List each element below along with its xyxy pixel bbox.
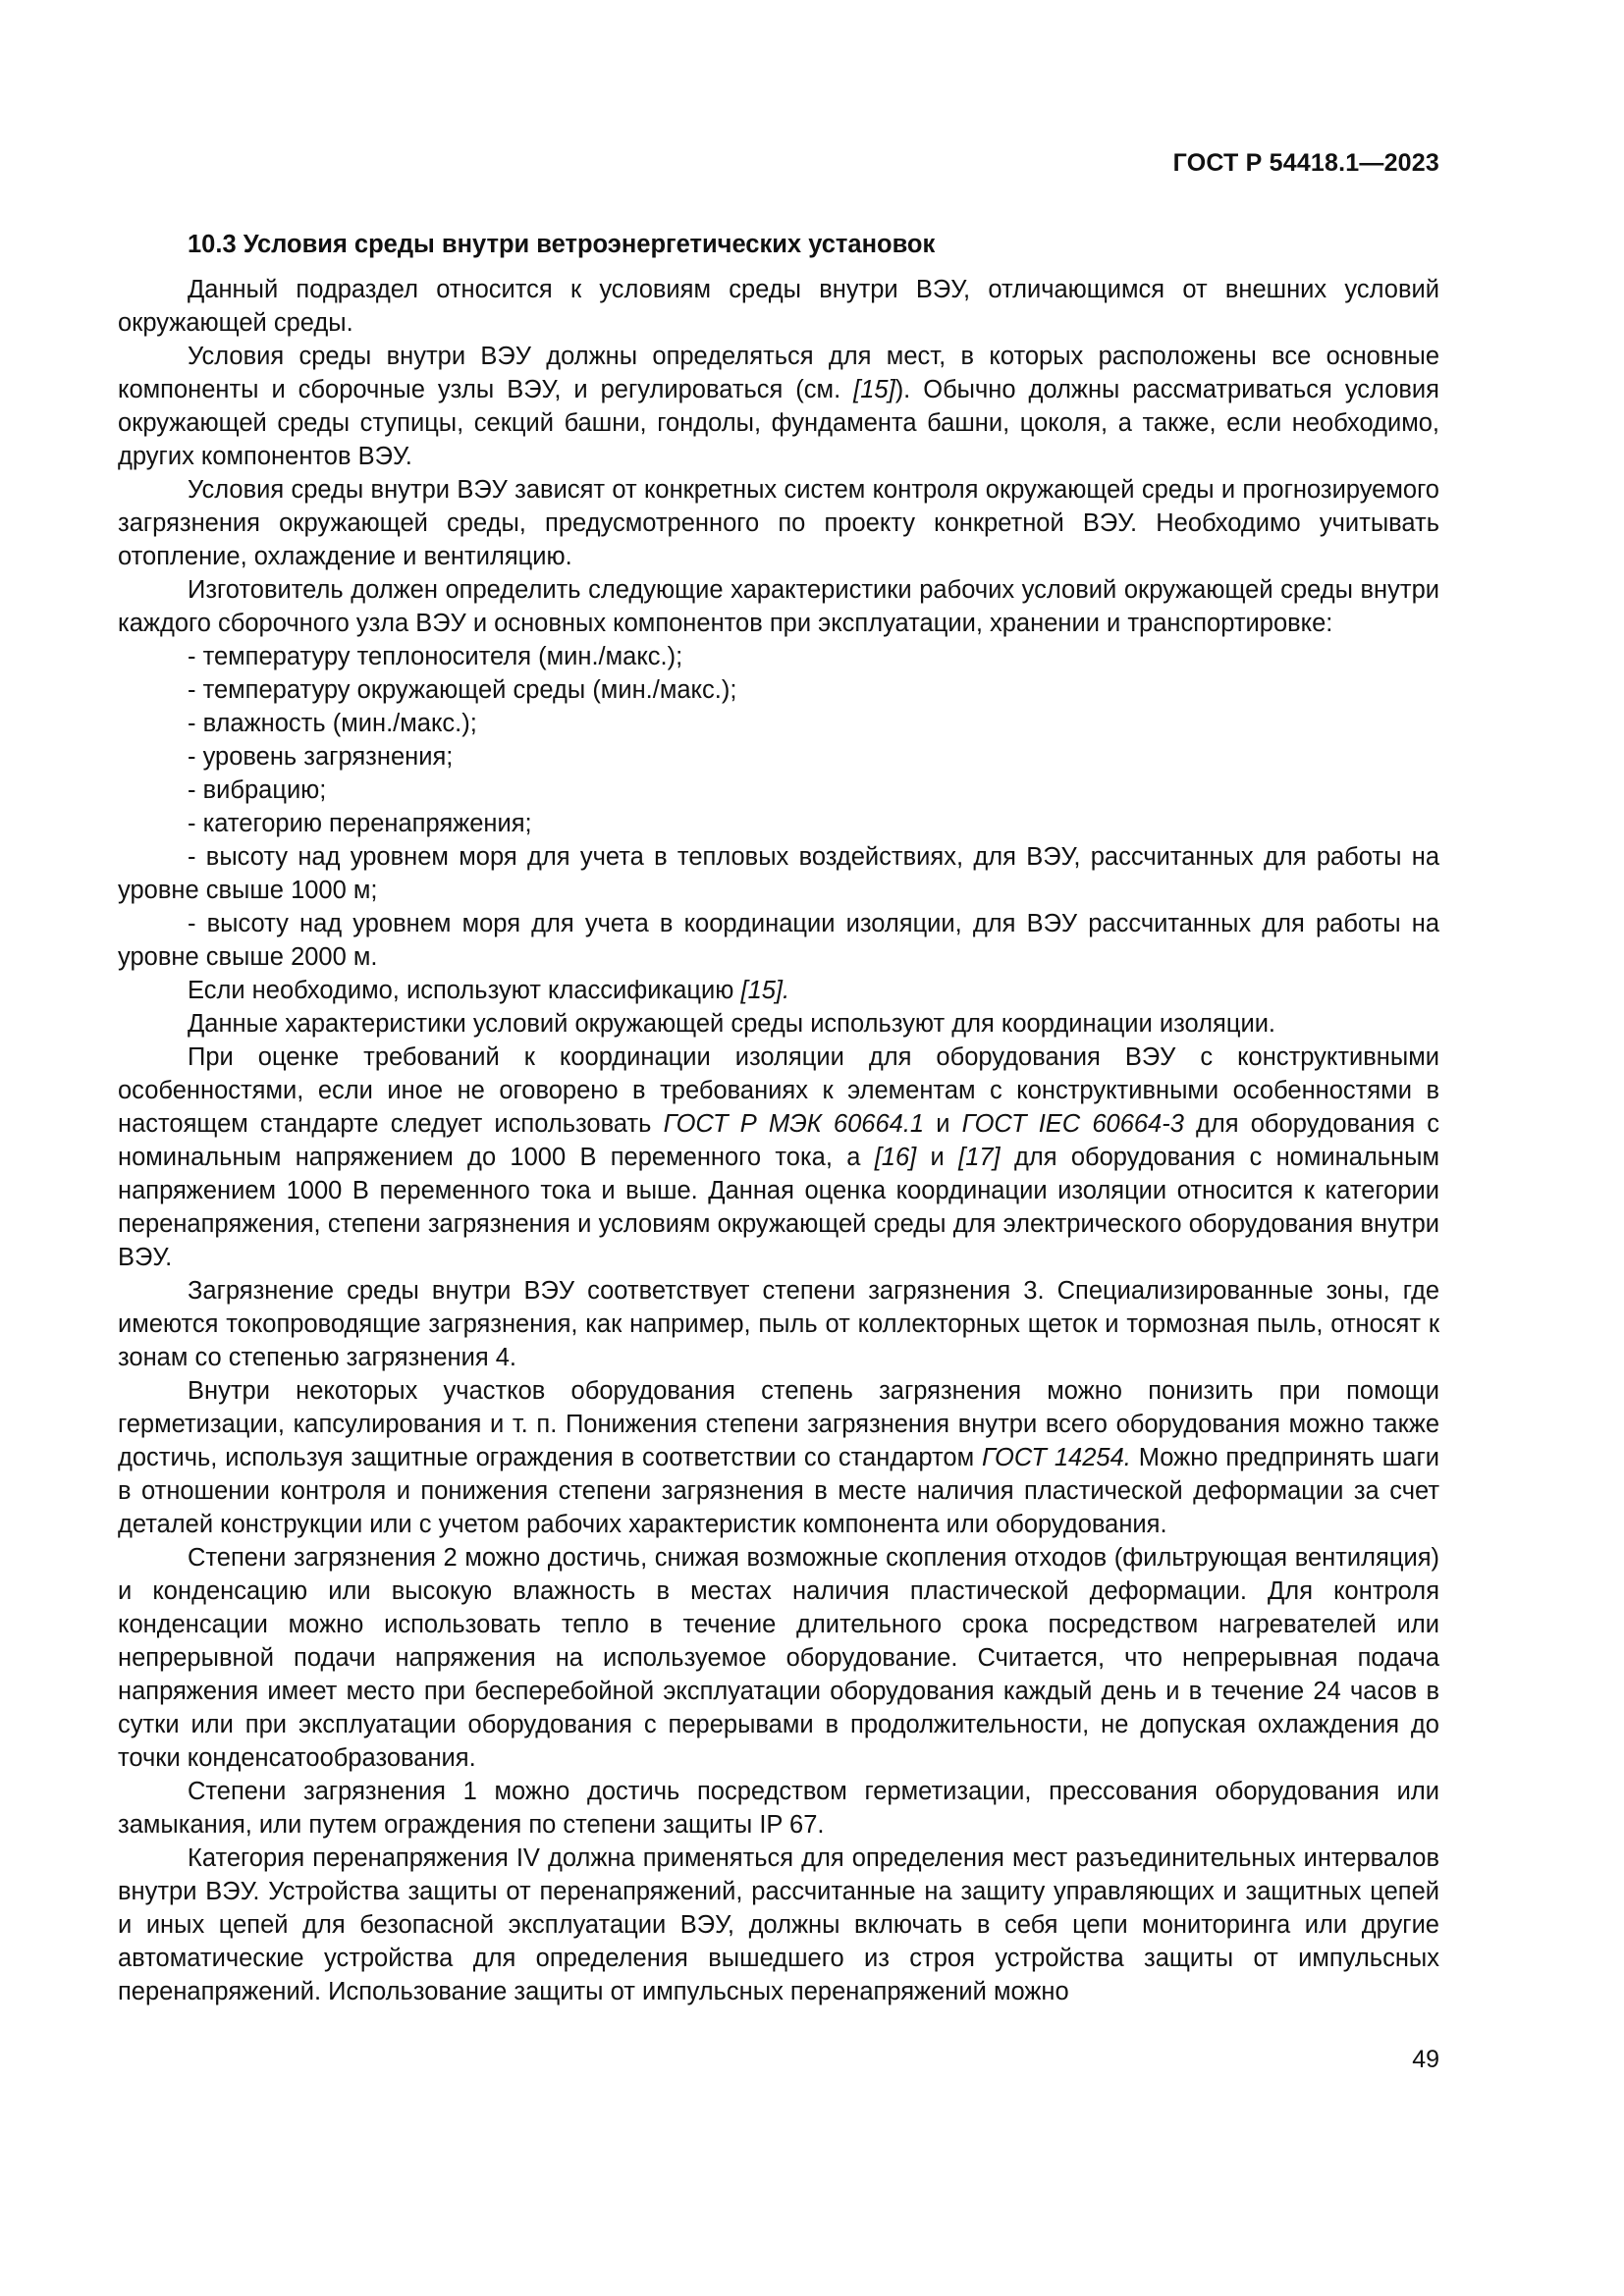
document-body — [118, 228, 1439, 2008]
reference: ГОСТ IEC 60664-3 — [961, 1110, 1184, 1138]
characteristics-list — [118, 640, 1439, 974]
paragraph: Условия среды внутри ВЭУ должны определяться для мест, в которых расположены все основные компоненты и сборочные узлы ВЭУ, и регулироваться (см. [15]). Обычно должны рассматриваться условия окружающей среды ступицы, секций башни, гондолы, фундамента башни, цоколя, а также, если необходимо, других компонентов ВЭУ. — [118, 343, 1439, 470]
list-item: - категорию перенапряжения; — [188, 810, 532, 837]
list-item: - влажность (мин./макс.); — [188, 710, 477, 737]
paragraph: Внутри некоторых участков оборудования степень загрязнения можно понизить при помощи герметизации, капсулирования и т. п. Понижения степени загрязнения внутри всего оборудования можно также достичь, используя защитные ограждения в соответствии со стандартом ГОСТ 14254. Можно предпринять шаги в отношении контроля и понижения степени загрязнения в месте наличия пластической деформации за счет деталей конструкции или с учетом рабочих характеристик компонента или оборудования. — [118, 1377, 1439, 1538]
reference: [16] — [874, 1144, 917, 1171]
paragraph: Изготовитель должен определить следующие характеристики рабочих условий окружающей среды внутри каждого сборочного узла ВЭУ и основных компонентов при эксплуатации, хранении и транспортировке: — [118, 576, 1439, 637]
list-item: - высоту над уровнем моря для учета в координации изоляции, для ВЭУ рассчитанных для работы на уровне свыше 2000 м. — [118, 910, 1439, 971]
section-title: 10.3 Условия среды внутри ветроэнергетических установок — [188, 231, 936, 258]
paragraph: При оценке требований к координации изоляции для оборудования ВЭУ с конструктивными особенностями, если иное не оговорено в требованиях к элементам с конструктивными особенностями в настоящем стандарте следует использовать ГОСТ Р МЭК 60664.1 и ГОСТ IEC 60664-3 для оборудования с номинальным напряжением до 1000 В переменного тока, а [16] и [17] для оборудования с номинальным напряжением 1000 В переменного тока и выше. Данная оценка координации изоляции относится к категории перенапряжения, степени загрязнения и условиям окружающей среды для электрического оборудования внутри ВЭУ. — [118, 1043, 1439, 1271]
standard-id: ГОСТ Р 54418.1—2023 — [1172, 149, 1439, 177]
paragraph: Категория перенапряжения IV должна применяться для определения мест разъединительных интервалов внутри ВЭУ. Устройства защиты от перенапряжений, рассчитанные на защиту управляющих и защитных цепей и иных цепей для безопасной эксплуатации ВЭУ, должны включать в себя цепи мониторинга или другие автоматические устройства для определения вышедшего из строя устройства защиты от импульсных перенапряжений. Использование защиты от импульсных перенапряжений можно — [118, 1844, 1439, 2005]
list-item: - температуру окружающей среды (мин./макс.); — [188, 676, 737, 704]
list-item: - уровень загрязнения; — [188, 743, 454, 771]
reference: [15] — [853, 376, 895, 403]
paragraph: Загрязнение среды внутри ВЭУ соответствует степени загрязнения 3. Специализированные зоны, где имеются токопроводящие загрязнения, как например, пыль от коллекторных щеток и тормозная пыль, относят к зонам со степенью загрязнения 4. — [118, 1277, 1439, 1371]
reference: [17] — [958, 1144, 1001, 1171]
paragraph: Условия среды внутри ВЭУ зависят от конкретных систем контроля окружающей среды и прогнозируемого загрязнения окружающей среды, предусмотренного по проекту конкретной ВЭУ. Необходимо учитывать отопление, охлаждение и вентиляцию. — [118, 476, 1439, 570]
paragraph: Если необходимо, используют классификацию [15]. — [188, 977, 790, 1004]
paragraph: Степени загрязнения 2 можно достичь, снижая возможные скопления отходов (фильтрующая вентиляция) и конденсацию или высокую влажность в местах наличия пластической деформации. Для контроля конденсации можно использовать тепло в течение длительного срока посредством нагревателей или непрерывной подачи напряжения на используемое оборудование. Считается, что непрерывная подача напряжения имеет место при бесперебойной эксплуатации оборудования каждый день и в течение 24 часов в сутки или при эксплуатации оборудования с перерывами в продолжительности, не допуская охлаждения до точки конденсатообразования. — [118, 1544, 1439, 1772]
reference: ГОСТ 14254. — [982, 1444, 1131, 1471]
list-item: - вибрацию; — [188, 776, 327, 804]
page-number: 49 — [1412, 2046, 1439, 2073]
list-item: - температуру теплоносителя (мин./макс.); — [188, 643, 683, 670]
reference: ГОСТ Р МЭК 60664.1 — [663, 1110, 925, 1138]
paragraph: Степени загрязнения 1 можно достичь посредством герметизации, прессования оборудования или замыкания, или путем ограждения по степени защиты IP 67. — [118, 1778, 1439, 1839]
paragraph: Данные характеристики условий окружающей среды используют для координации изоляции. — [188, 1010, 1276, 1038]
reference: [15]. — [740, 977, 790, 1004]
list-item: - высоту над уровнем моря для учета в тепловых воздействиях, для ВЭУ, рассчитанных для работы на уровне свыше 1000 м; — [118, 843, 1439, 904]
paragraph: Данный подраздел относится к условиям среды внутри ВЭУ, отличающимся от внешних условий окружающей среды. — [118, 276, 1439, 337]
